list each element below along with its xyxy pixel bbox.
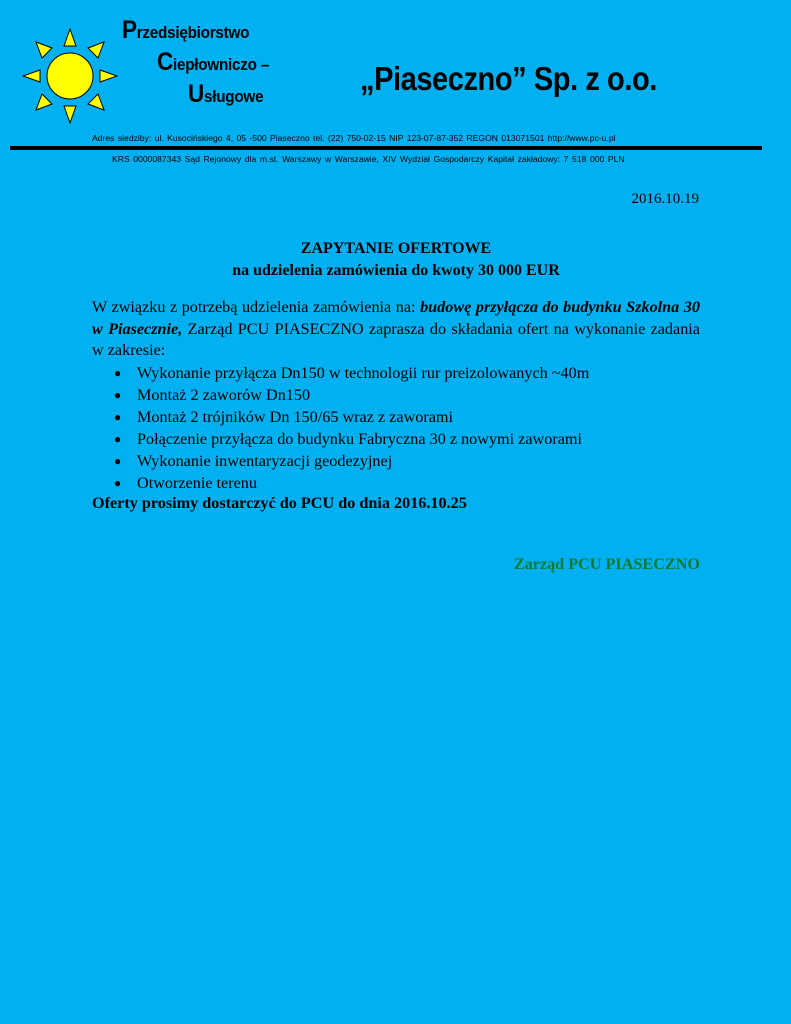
bullet-icon: ●: [114, 432, 122, 446]
header-divider: [10, 146, 762, 150]
document-subtitle: na udzielenia zamówienia do kwoty 30 000 EUR: [232, 262, 560, 279]
list-item: ● Montaż 2 zaworów Dn150: [114, 386, 311, 404]
list-item: ● Wykonanie inwentaryzacji geodezyjnej: [114, 452, 393, 470]
list-item: ● Wykonanie przyłącza Dn150 w technologii rur preizolowanych ~40m: [114, 364, 590, 382]
intro-paragraph: [92, 297, 700, 362]
bullet-icon: ●: [114, 366, 122, 380]
bullet-icon: ●: [114, 454, 122, 468]
bullet-icon: ●: [114, 476, 122, 490]
sun-logo-icon: [22, 28, 118, 124]
signature: Zarząd PCU PIASECZNO: [513, 555, 700, 573]
intro-highlight: budowę przyłącza do budynku Szkolna 30 w Piasecznie,: [92, 298, 700, 338]
registration-line: KRS 0000087343 Sąd Rejonowy dla m.st. Warszawy w Warszawie, XIV Wydział Gospodarczy Kapitał zakładowy: 7 518 000 PLN: [112, 154, 625, 164]
brand-name: „Piaseczno” Sp. z o.o.: [360, 60, 657, 97]
address-line: Adres siedziby: ul. Kusocińskiego 4, 05 -500 Piaseczno tel. (22) 750-02-15 NIP 123-07-87-352 REGON 013071501 http://www.pc-u.pl: [92, 133, 616, 143]
company-name-line-2: Ciepłowniczo –: [157, 48, 269, 76]
document-title: ZAPYTANIE OFERTOWE: [300, 240, 492, 257]
bullet-icon: ●: [114, 388, 122, 402]
list-item: ● Połączenie przyłącza do budynku Fabryczna 30 z nowymi zaworami: [114, 430, 582, 448]
company-name-line-1: Przedsiębiorstwo: [122, 16, 250, 44]
bullet-icon: ●: [114, 410, 122, 424]
offer-deadline: Oferty prosimy dostarczyć do PCU do dnia 2016.10.25: [92, 494, 467, 512]
list-item: ● Otworzenie terenu: [114, 474, 257, 492]
list-item: ● Montaż 2 trójników Dn 150/65 wraz z zaworami: [114, 408, 454, 426]
intro-text-before: W związku z potrzebą udzielenia zamówienia na:: [92, 298, 421, 316]
intro-text-after: Zarząd PCU PIASECZNO zaprasza do składania ofert na wykonanie zadania w zakresie:: [92, 319, 700, 359]
scope-list: [92, 362, 700, 494]
document-date: 2016.10.19: [631, 191, 699, 207]
company-name-line-3: Usługowe: [188, 80, 264, 108]
